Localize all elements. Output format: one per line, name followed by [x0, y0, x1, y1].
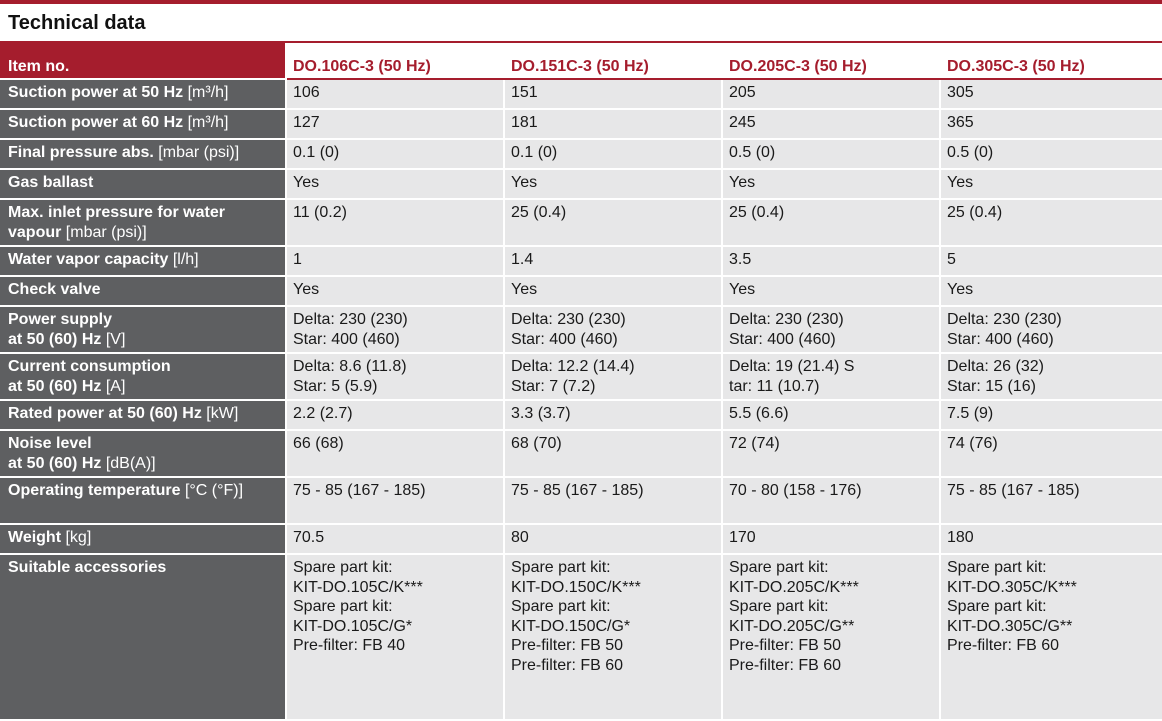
table-cell — [286, 306, 504, 353]
section-header — [0, 0, 1162, 43]
row-unit: [A] — [105, 377, 126, 395]
cell-value: Pre-filter: FB 50 — [729, 637, 842, 654]
table-cell — [722, 169, 940, 199]
cell-value: KIT-DO.305C/K*** — [947, 578, 1077, 596]
cell-value: 70 - 80 (158 - 176) — [729, 482, 862, 499]
table-cell — [504, 430, 722, 477]
row-label — [0, 400, 286, 430]
table-row — [0, 554, 1162, 720]
row-label-text: Suitable accessories — [8, 559, 167, 576]
cell-value: 0.1 (0) — [293, 144, 340, 161]
cell-value: 245 — [729, 114, 756, 131]
model-header: DO.205C-3 (50 Hz) — [722, 43, 940, 79]
row-label — [0, 430, 286, 477]
cell-value: 25 (0.4) — [947, 204, 1003, 221]
cell-value: Spare part kit: — [947, 559, 1047, 576]
cell-value: Yes — [729, 174, 756, 191]
row-label-text-2: at 50 (60) Hz — [8, 330, 102, 348]
table-cell — [940, 169, 1162, 199]
row-label-text: Power supply — [8, 311, 113, 328]
table-cell — [722, 400, 940, 430]
cell-value: 3.3 (3.7) — [511, 405, 571, 422]
cell-value: Star: 15 (16) — [947, 377, 1036, 395]
cell-value: Star: 7 (7.2) — [511, 377, 596, 395]
table-cell — [504, 276, 722, 306]
cell-value: 106 — [293, 84, 320, 101]
table-cell — [504, 109, 722, 139]
cell-value: 170 — [729, 529, 756, 546]
cell-value: 127 — [293, 114, 320, 131]
table-cell — [286, 246, 504, 276]
table-cell — [286, 400, 504, 430]
table-cell — [286, 79, 504, 109]
cell-value: Spare part kit: — [511, 559, 611, 576]
cell-value: Pre-filter: FB 60 — [729, 656, 842, 674]
cell-value: 0.5 (0) — [729, 144, 776, 161]
cell-value: 0.5 (0) — [947, 144, 994, 161]
cell-value: 75 - 85 (167 - 185) — [511, 482, 644, 499]
table-cell — [286, 353, 504, 400]
cell-value: Delta: 230 (230) — [511, 311, 626, 328]
row-label — [0, 554, 286, 720]
row-label-text-2: at 50 (60) Hz — [8, 377, 102, 395]
cell-value: Delta: 230 (230) — [947, 311, 1062, 328]
row-unit: [m³/h] — [187, 114, 229, 131]
table-cell — [286, 524, 504, 554]
cell-value: 75 - 85 (167 - 185) — [293, 482, 426, 499]
table-cell — [722, 430, 940, 477]
row-unit: [l/h] — [172, 251, 199, 268]
table-cell — [286, 139, 504, 169]
table-cell — [722, 199, 940, 246]
cell-value: 205 — [729, 84, 756, 101]
cell-value: Spare part kit: — [729, 559, 829, 576]
row-label — [0, 524, 286, 554]
cell-value: 66 (68) — [293, 435, 344, 452]
row-label — [0, 477, 286, 524]
cell-value: KIT-DO.105C/G* — [293, 617, 413, 635]
technical-data-table — [0, 43, 1162, 721]
table-row — [0, 169, 1162, 199]
cell-value: 3.5 — [729, 251, 752, 268]
cell-value: Yes — [729, 281, 756, 298]
table-cell — [722, 79, 940, 109]
table-cell — [722, 139, 940, 169]
cell-value: Spare part kit: — [947, 598, 1047, 615]
cell-value: 7.5 (9) — [947, 405, 994, 422]
table-cell — [504, 169, 722, 199]
cell-value: Delta: 230 (230) — [729, 311, 844, 328]
cell-value: 80 — [511, 529, 529, 546]
table-row — [0, 524, 1162, 554]
table-cell — [722, 524, 940, 554]
row-label — [0, 276, 286, 306]
table-cell — [504, 199, 722, 246]
table-cell — [504, 400, 722, 430]
row-label-text: Noise level — [8, 435, 92, 452]
cell-value: 1 — [293, 251, 302, 268]
cell-value: KIT-DO.150C/G* — [511, 617, 631, 635]
model-header: DO.305C-3 (50 Hz) — [940, 43, 1162, 79]
cell-value: 25 (0.4) — [729, 204, 785, 221]
table-cell — [286, 477, 504, 524]
cell-value: Star: 400 (460) — [729, 330, 836, 348]
table-row — [0, 353, 1162, 400]
row-label-text: Current consumption — [8, 358, 171, 375]
table-cell — [504, 353, 722, 400]
row-label — [0, 353, 286, 400]
row-label-text-2: vapour — [8, 223, 62, 241]
row-label — [0, 306, 286, 353]
table-row — [0, 246, 1162, 276]
cell-value: 305 — [947, 84, 974, 101]
table-cell — [504, 306, 722, 353]
cell-value: Delta: 12.2 (14.4) — [511, 358, 635, 375]
cell-value: Spare part kit: — [293, 559, 393, 576]
row-unit: [°C (°F)] — [184, 482, 244, 499]
row-label-text: Check valve — [8, 281, 101, 298]
table-cell — [504, 554, 722, 720]
table-row — [0, 79, 1162, 109]
cell-value: Yes — [293, 174, 320, 191]
cell-value: Pre-filter: FB 40 — [293, 637, 406, 654]
table-cell — [940, 246, 1162, 276]
cell-value: 72 (74) — [729, 435, 780, 452]
cell-value: tar: 11 (10.7) — [729, 377, 820, 395]
cell-value: Pre-filter: FB 60 — [947, 637, 1060, 654]
cell-value: Spare part kit: — [511, 598, 611, 615]
table-cell — [940, 524, 1162, 554]
cell-value: Spare part kit: — [729, 598, 829, 615]
cell-value: KIT-DO.205C/K*** — [729, 578, 859, 596]
cell-value: Yes — [947, 174, 974, 191]
cell-value: Yes — [511, 281, 538, 298]
table-cell — [722, 477, 940, 524]
cell-value: Spare part kit: — [293, 598, 393, 615]
cell-value: 151 — [511, 84, 538, 101]
cell-value: 365 — [947, 114, 974, 131]
table-row — [0, 477, 1162, 524]
cell-value: KIT-DO.105C/K*** — [293, 578, 423, 596]
table-cell — [286, 430, 504, 477]
row-unit: [mbar (psi)] — [65, 223, 147, 241]
table-cell — [940, 139, 1162, 169]
cell-value: Delta: 230 (230) — [293, 311, 408, 328]
table-cell — [940, 400, 1162, 430]
cell-value: 74 (76) — [947, 435, 998, 452]
row-unit: [dB(A)] — [105, 454, 156, 472]
table-row — [0, 400, 1162, 430]
table-cell — [286, 199, 504, 246]
table-cell — [504, 524, 722, 554]
cell-value: Star: 400 (460) — [947, 330, 1054, 348]
section-title: Technical data — [8, 12, 146, 34]
cell-value: Delta: 26 (32) — [947, 358, 1044, 375]
cell-value: 25 (0.4) — [511, 204, 567, 221]
table-cell — [286, 554, 504, 720]
cell-value: 11 (0.2) — [293, 204, 347, 221]
model-header: DO.106C-3 (50 Hz) — [286, 43, 504, 79]
row-label-text: Max. inlet pressure for water — [8, 204, 225, 221]
cell-value: 180 — [947, 529, 974, 546]
row-label-text: Weight — [8, 529, 62, 546]
table-cell — [286, 109, 504, 139]
table-cell — [504, 139, 722, 169]
cell-value: 181 — [511, 114, 538, 131]
model-header: DO.151C-3 (50 Hz) — [504, 43, 722, 79]
table-cell — [940, 199, 1162, 246]
table-cell — [286, 276, 504, 306]
cell-value: Pre-filter: FB 50 — [511, 637, 624, 654]
cell-value: Yes — [293, 281, 320, 298]
cell-value: KIT-DO.205C/G** — [729, 617, 855, 635]
cell-value: Yes — [511, 174, 538, 191]
table-cell — [940, 79, 1162, 109]
row-unit: [V] — [105, 330, 126, 348]
table-row — [0, 276, 1162, 306]
table-row — [0, 430, 1162, 477]
cell-value: Star: 5 (5.9) — [293, 377, 378, 395]
row-label-text: Operating temperature — [8, 482, 181, 499]
table-cell — [940, 554, 1162, 720]
cell-value: Delta: 8.6 (11.8) — [293, 358, 407, 375]
cell-value: Star: 400 (460) — [511, 330, 618, 348]
table-cell — [940, 430, 1162, 477]
cell-value: 70.5 — [293, 529, 325, 546]
table-cell — [722, 276, 940, 306]
row-label-text: Suction power at 60 Hz — [8, 114, 184, 131]
table-cell — [940, 109, 1162, 139]
table-cell — [722, 306, 940, 353]
row-label — [0, 199, 286, 246]
row-label — [0, 79, 286, 109]
cell-value: Star: 400 (460) — [293, 330, 400, 348]
row-label-text: Final pressure abs. — [8, 144, 154, 161]
cell-value: 68 (70) — [511, 435, 562, 452]
cell-value: 5 — [947, 251, 956, 268]
row-label — [0, 246, 286, 276]
row-label-text: Rated power at 50 (60) Hz — [8, 405, 202, 422]
table-row — [0, 139, 1162, 169]
item-no-header: Item no. — [0, 43, 286, 79]
cell-value: 1.4 — [511, 251, 534, 268]
row-unit: [kW] — [206, 405, 239, 422]
cell-value: Yes — [947, 281, 974, 298]
cell-value: KIT-DO.150C/K*** — [511, 578, 641, 596]
cell-value: 5.5 (6.6) — [729, 405, 789, 422]
row-label — [0, 109, 286, 139]
table-cell — [722, 353, 940, 400]
row-unit: [mbar (psi)] — [158, 144, 240, 161]
row-label-text: Water vapor capacity — [8, 251, 169, 268]
table-row — [0, 109, 1162, 139]
table-row — [0, 199, 1162, 246]
row-label-text: Suction power at 50 Hz — [8, 84, 184, 101]
row-label — [0, 139, 286, 169]
table-cell — [940, 477, 1162, 524]
cell-value: KIT-DO.305C/G** — [947, 617, 1073, 635]
table-cell — [940, 276, 1162, 306]
cell-value: 75 - 85 (167 - 185) — [947, 482, 1080, 499]
table-cell — [286, 169, 504, 199]
cell-value: Pre-filter: FB 60 — [511, 656, 624, 674]
row-label-text: Gas ballast — [8, 174, 94, 191]
table-cell — [504, 79, 722, 109]
table-cell — [722, 554, 940, 720]
table-cell — [722, 246, 940, 276]
table-cell — [722, 109, 940, 139]
row-unit: [kg] — [65, 529, 92, 546]
cell-value: 0.1 (0) — [511, 144, 558, 161]
table-cell — [940, 306, 1162, 353]
table-row — [0, 306, 1162, 353]
table-cell — [940, 353, 1162, 400]
cell-value: Delta: 19 (21.4) S — [729, 358, 855, 375]
table-cell — [504, 246, 722, 276]
row-label-text-2: at 50 (60) Hz — [8, 454, 102, 472]
table-header-row — [0, 43, 1162, 79]
cell-value: 2.2 (2.7) — [293, 405, 353, 422]
row-label — [0, 169, 286, 199]
row-unit: [m³/h] — [187, 84, 229, 101]
table-cell — [504, 477, 722, 524]
